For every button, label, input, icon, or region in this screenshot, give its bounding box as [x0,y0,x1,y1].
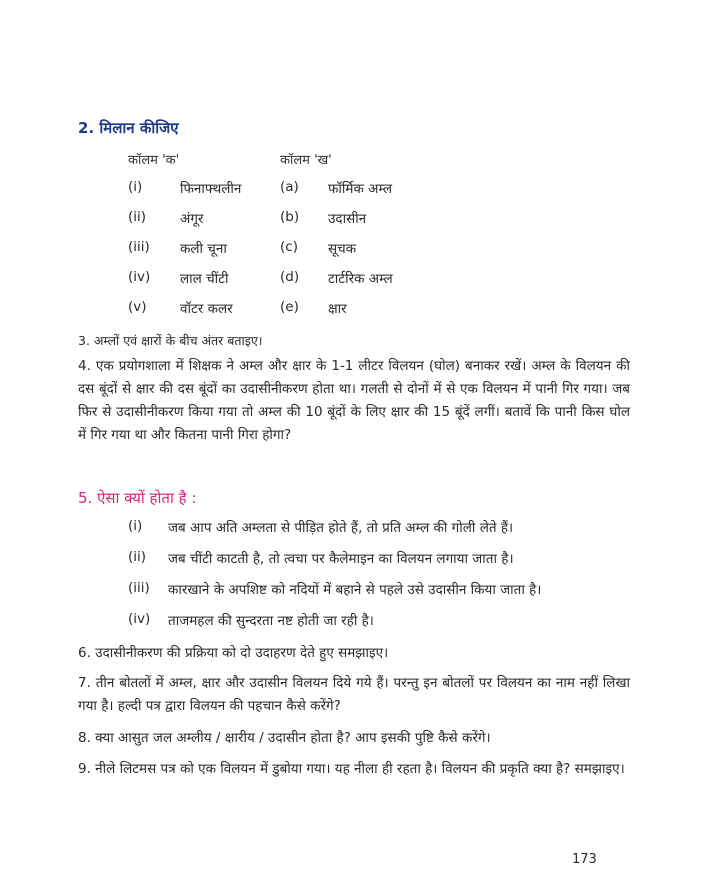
match-item-a: वॉटर कलर [180,301,233,317]
match-num-b: (a) [280,179,299,195]
match-num-a: (v) [128,299,147,315]
match-item-b: सूचक [328,241,357,257]
match-item-a: लाल चींटी [180,271,229,287]
match-num-a: (i) [128,179,143,195]
q8-text: 8. क्या आसुत जल अम्लीय / क्षारीय / उदासीन होता है? आप इसकी पुष्टि कैसे करेंगे। [78,730,491,746]
q5-heading: 5. ऐसा क्यों होता है : [78,489,197,507]
match-item-b: टार्टरिक अम्ल [328,271,393,287]
match-num-b: (b) [280,209,300,225]
q4-text: 4. एक प्रयोगशाला में शिक्षक ने अम्ल और क्षार के 1-1 लीटर विलयन (घोल) बनाकर रखें। अम्ल के विलयन की दस बूंदों से क्षार की दस बूंदों का उदासीनीकरण होता था। गलती से दोनों में से एक विलयन में पानी गिर गया। जब फिर से उदासीनीकरण किया गया तो अम्ल की 10 बूंदों के लिए क्षार की 15 बूंदें लगीं। बतावें कि पानी किस घोल में गिर गया था और कितना पानी गिरा होगा? [78,358,630,443]
q9-text: 9. नीले लिटमस पत्र को एक विलयन में डुबोया गया। यह नीला ही रहता है। विलयन की प्रकृति क्या है? समझाइए। [78,761,625,777]
q5-item-text: ताजमहल की सुन्दरता नष्ट होती जा रही है। [168,613,374,629]
q5-item-num: (ii) [128,549,147,565]
q2-heading: 2. मिलान कीजिए [78,119,179,137]
match-num-a: (ii) [128,209,147,225]
q3-text: 3. अम्लों एवं क्षारों के बीच अंतर बताइए। [78,333,263,348]
q5-item-num: (iv) [128,611,151,627]
match-item-b: क्षार [328,301,347,317]
q5-item-num: (i) [128,518,143,534]
column-b-label: कॉलम 'ख' [280,153,332,168]
match-item-b: फॉर्मिक अम्ल [328,181,393,197]
column-a-label: कॉलम 'क' [128,153,180,168]
q6-text: 6. उदासीनीकरण की प्रक्रिया को दो उदाहरण देते हुए समझाइए। [78,645,389,661]
q5-item-num: (iii) [128,580,150,596]
match-item-a: कली चूना [180,241,227,257]
q5-item-text: कारखाने के अपशिष्ट को नदियों में बहाने से पहले उसे उदासीन किया जाता है। [168,582,542,598]
match-num-a: (iv) [128,269,151,285]
match-num-b: (d) [280,269,300,285]
match-num-b: (c) [280,239,298,255]
match-num-a: (iii) [128,239,150,255]
q5-item-text: जब आप अति अम्लता से पीड़ित होते हैं, तो प्रति अम्ल की गोली लेते हैं। [168,520,514,536]
q7-text: 7. तीन बोतलों में अम्ल, क्षार और उदासीन विलयन दिये गये हैं। परन्तु इन बोतलों पर विलयन का नाम नहीं लिखा गया है। हल्दी पत्र द्वारा विलयन की पहचान कैसे करेंगे? [78,675,630,714]
match-item-a: अंगूर [180,211,204,227]
page-number: 173 [572,852,597,867]
match-item-b: उदासीन [328,211,367,227]
match-num-b: (e) [280,299,299,315]
match-item-a: फिनाफ्थलीन [180,181,242,197]
q5-item-text: जब चींटी काटती है, तो त्वचा पर कैलेमाइन का विलयन लगाया जाता है। [168,551,514,567]
